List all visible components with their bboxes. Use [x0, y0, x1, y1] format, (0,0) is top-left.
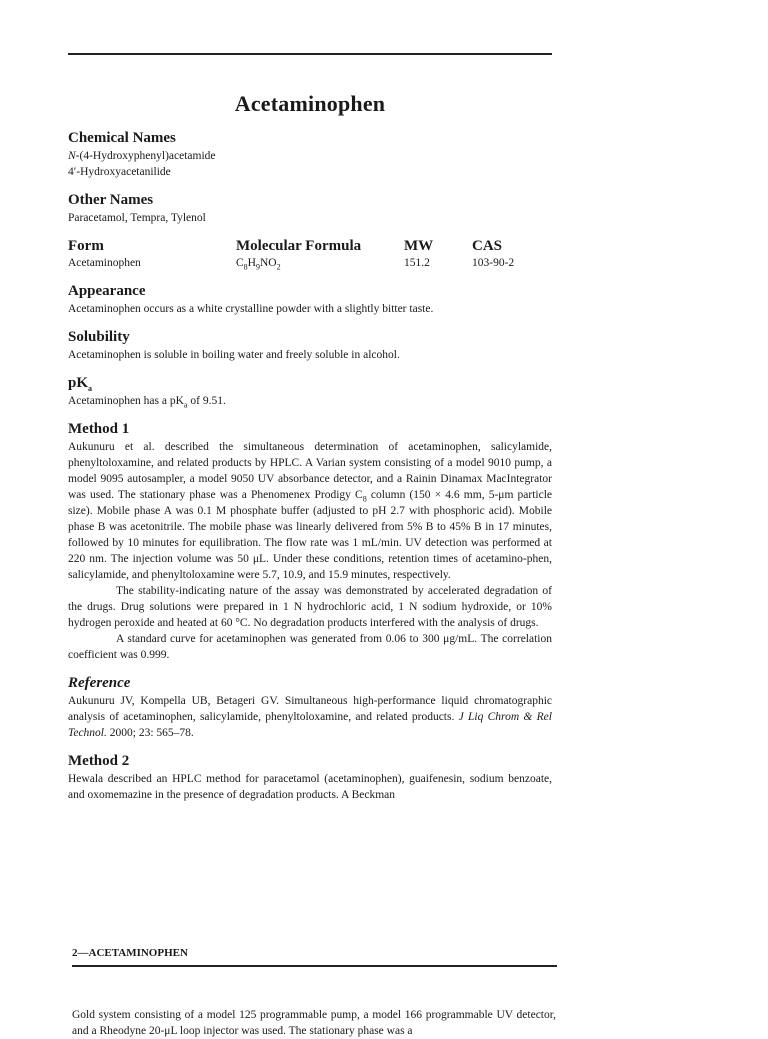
other-names-text: Paracetamol, Tempra, Tylenol	[68, 212, 206, 224]
formula-header: Molecular Formula	[236, 238, 362, 254]
chemical-names-heading: Chemical Names	[68, 130, 176, 146]
other-names-heading: Other Names	[68, 192, 154, 208]
reference-heading: Reference	[68, 675, 131, 691]
pka-text-before: Acetaminophen has a pK	[68, 395, 184, 407]
mw-header: MW	[404, 238, 434, 254]
method-2-section	[68, 751, 552, 803]
reference-text	[68, 693, 552, 741]
reference-journal: J Liq Chrom & Rel Technol.	[68, 711, 552, 739]
appearance-heading: Appearance	[68, 283, 146, 299]
formula-h-count: 9	[255, 262, 260, 272]
page-title: Acetaminophen	[234, 90, 386, 116]
method-1-paragraph-3: A standard curve for acetaminophen was generated from 0.06 to 300 μg/mL. The correlation coefficient was 0.999.	[68, 633, 552, 661]
continuation-text: Gold system consisting of a model 125 programmable pump, a model 166 programmable UV detector, and a Rheodyne 20-μL loop injector was used. The stationary phase was a	[72, 1008, 556, 1037]
solubility-heading: Solubility	[68, 329, 130, 345]
pka-text	[68, 393, 552, 409]
monograph-body	[68, 128, 552, 803]
chemical-name-1	[68, 148, 552, 164]
method-1-section	[68, 419, 552, 663]
chemical-name-1-prefix: N	[68, 150, 76, 162]
top-rule	[68, 53, 552, 55]
other-names-section	[68, 190, 552, 226]
method-2-heading: Method 2	[68, 753, 130, 769]
running-head-rule	[72, 965, 557, 967]
formula-c: C	[236, 257, 244, 269]
form-header: Form	[68, 238, 104, 254]
pka-text-after: of 9.51.	[187, 395, 226, 407]
cas-value: 103-90-2	[472, 257, 515, 269]
form-table-header-row	[68, 236, 552, 256]
chemical-name-1-rest: -(4-Hydroxyphenyl)acetamide	[75, 150, 216, 162]
method-1-p1-sub: 8	[362, 494, 367, 504]
solubility-section	[68, 327, 552, 363]
running-head: 2—ACETAMINOPHEN	[72, 947, 188, 959]
formula-h: H	[247, 257, 256, 269]
method-1-p1-a: Aukunuru et al. described the simultaneous determination of acetaminophen, salicylamide, phenyltoloxamine, and related products by HPLC. A Varian system consisting of a model 9010 pump, a model 9095 autosampler, a model 9050 UV absorbance detector, and a Rainin Dinamax MacIntegrator was used. The stationary phase was a Phenomenex Prodigy C	[68, 441, 552, 501]
form-table-row	[68, 256, 552, 271]
cas-header: CAS	[472, 238, 503, 254]
reference-authors-title: Aukunuru JV, Kompella UB, Betageri GV. Simultaneous high-performance liquid chromatographic analysis of acetaminophen, salicylamide, phenyltoloxamine, and related products.	[68, 695, 552, 723]
solubility-text: Acetaminophen is soluble in boiling water and freely soluble in alcohol.	[68, 349, 400, 361]
reference-citation: 2000; 23: 565–78.	[106, 727, 194, 739]
formula-o-count: 2	[276, 262, 281, 272]
appearance-section	[68, 281, 552, 317]
chemical-names-section	[68, 128, 552, 180]
method-1-paragraph-2: The stability-indicating nature of the assay was demonstrated by accelerated degradation of the drugs. Drug solutions were prepared in 1 N hydrochloric acid, 1 N sodium hydroxide, or 10% hydrogen peroxide and heated at 60 °C. No degradation products interfered with the analysis of drugs.	[68, 585, 552, 629]
appearance-text: Acetaminophen occurs as a white crystalline powder with a slightly bitter taste.	[68, 303, 434, 315]
method-1-p1-b: column (150 × 4.6 mm, 5-μm particle size). Mobile phase A was 0.1 M phosphate buffer (adjusted to pH 2.7 with phosphoric acid). Mobile phase B was acetonitrile. The mobile phase was linearly delivered from 5% B to 45% B in 17 minutes, followed by 10 minutes for equilibration. The flow rate was 1 mL/min. UV detection was performed at 220 nm. The injection volume was 50 μL. Under these conditions, retention times of acetamino-phen, salicylamide, and phenyltoloxamine were 5.7, 10.9, and 15.9 minutes, respectively.	[68, 489, 553, 581]
form-value: Acetaminophen	[68, 257, 141, 269]
pka-text-sub: a	[183, 400, 188, 410]
pka-heading-main: pK	[68, 375, 89, 391]
method-2-paragraph: Hewala described an HPLC method for paracetamol (acetaminophen), guaifenesin, sodium benzoate, and oxomemazine in the presence of degradation products. A Beckman	[68, 773, 552, 801]
reference-section	[68, 673, 552, 741]
method-1-heading: Method 1	[68, 421, 130, 437]
method-1-paragraph-1	[68, 439, 552, 583]
mw-value: 151.2	[404, 257, 430, 269]
formula-c-count: 8	[243, 262, 248, 272]
form-table	[68, 236, 552, 271]
pka-heading	[68, 373, 552, 393]
chemical-name-2: 4′-Hydroxyacetanilide	[68, 166, 171, 178]
pka-section	[68, 373, 552, 409]
pka-heading-sub: a	[88, 384, 93, 393]
formula-value	[236, 256, 404, 271]
formula-no: NO	[259, 257, 277, 269]
